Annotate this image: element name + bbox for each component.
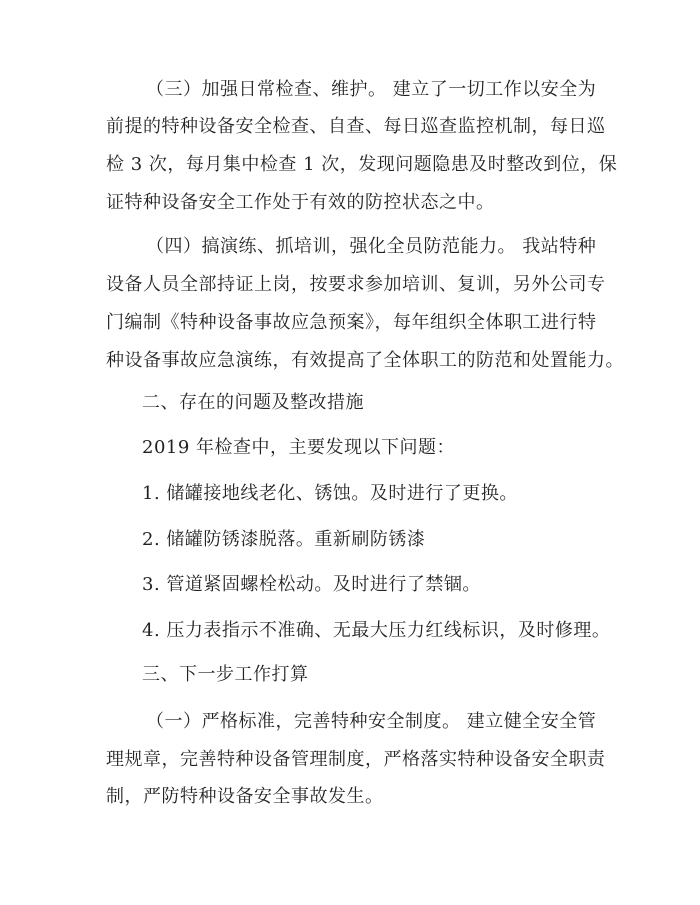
- issue-item: 1. 储罐接地线老化、锈蚀。及时进行了更换。: [142, 483, 518, 504]
- issue-item: 2. 储罐防锈漆脱落。重新刷防锈漆: [142, 529, 426, 550]
- paragraph-line: 门编制《特种设备事故应急预案》，每年组织全体职工进行特: [106, 312, 597, 333]
- paragraph-line: 检 3 次，每月集中检查 1 次，发现问题隐患及时整改到位，保: [106, 154, 618, 175]
- section-heading-problems: 二、存在的问题及整改措施: [142, 392, 364, 413]
- issue-item: 3. 管道紧固螺栓松动。及时进行了禁锢。: [142, 574, 481, 595]
- issue-item: 4. 压力表指示不准确、无最大压力红线标识，及时修理。: [142, 620, 611, 641]
- paragraph-line: 理规章，完善特种设备管理制度，严格落实特种设备安全职责: [106, 749, 606, 770]
- paragraph-line: （一）严格标准，完善特种安全制度。 建立健全安全管: [146, 711, 597, 732]
- paragraph-line: 前提的特种设备安全检查、自查、每日巡查监控机制，每日巡: [106, 116, 606, 137]
- paragraph-line: 制，严防特种设备安全事故发生。: [106, 786, 384, 807]
- paragraph-line: （三）加强日常检查、维护。 建立了一切工作以安全为: [146, 79, 597, 100]
- paragraph-line: （四）搞演练、抓培训，强化全员防范能力。 我站特种: [146, 236, 597, 257]
- paragraph-line: 证特种设备安全工作处于有效的防控状态之中。: [106, 192, 495, 213]
- inspection-intro: 2019 年检查中，主要发现以下问题：: [142, 437, 456, 458]
- section-heading-next-steps: 三、下一步工作打算: [142, 664, 309, 685]
- paragraph-line: 设备人员全部持证上岗，按要求参加培训、复训，另外公司专: [106, 274, 606, 295]
- paragraph-line: 种设备事故应急演练，有效提高了全体职工的防范和处置能力。: [106, 350, 624, 371]
